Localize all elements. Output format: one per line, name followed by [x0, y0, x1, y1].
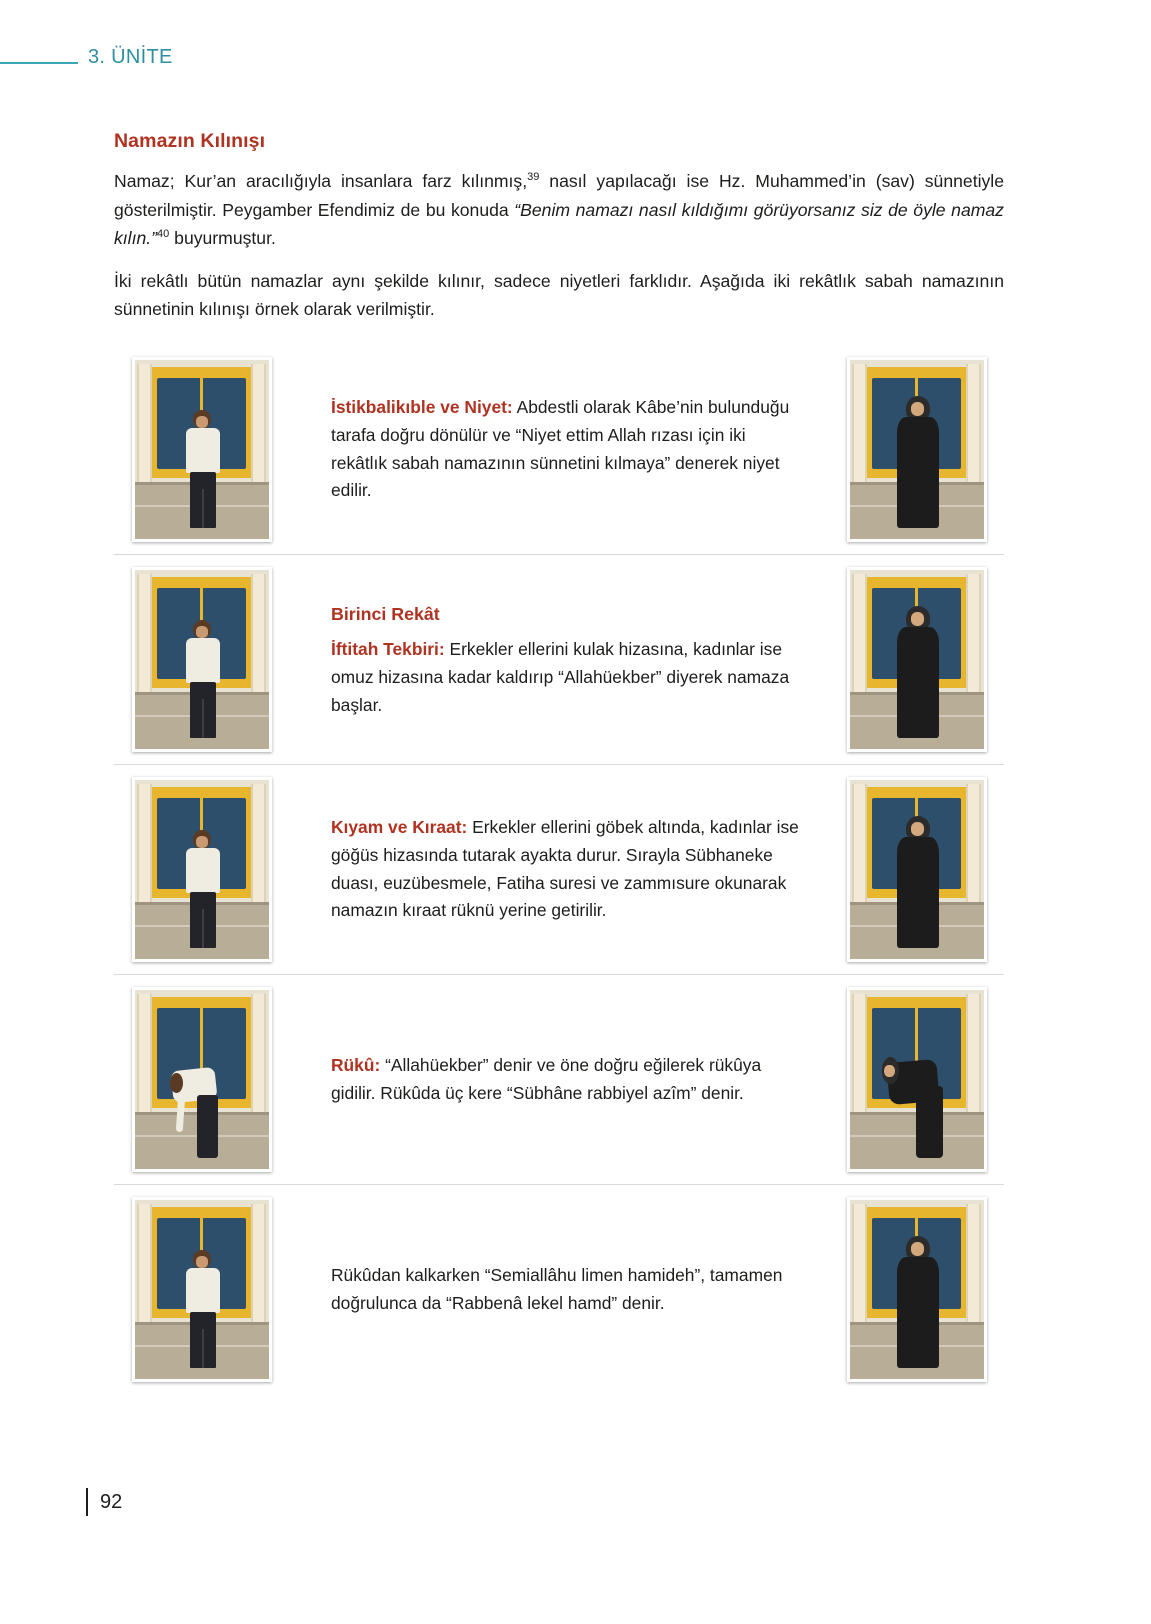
- photo-cell-right: [829, 1197, 1004, 1382]
- step-2-paragraph: [331, 636, 801, 720]
- figure-woman: [895, 396, 941, 528]
- man-takbir-photo: [132, 567, 272, 752]
- photo-cell-left: [114, 987, 289, 1172]
- woman-standing-photo: [847, 357, 987, 542]
- table-row: [114, 765, 1004, 975]
- table-row: [114, 975, 1004, 1185]
- table-row: [114, 555, 1004, 765]
- figure-man: [183, 830, 223, 948]
- man-qiyam-photo: [132, 777, 272, 962]
- figure-man: [183, 1250, 223, 1368]
- photo-cell-left: [114, 1197, 289, 1382]
- page-title: Namazın Kılınışı: [114, 130, 266, 152]
- intro-block: [114, 130, 1004, 324]
- step-4-paragraph: [331, 1052, 801, 1108]
- figure-woman: [895, 606, 941, 738]
- figure-woman: [895, 816, 941, 948]
- photo-cell-left: [114, 357, 289, 542]
- step-1-paragraph: [331, 394, 801, 505]
- woman-after-ruku-photo: [847, 1197, 987, 1382]
- photo-cell-left: [114, 777, 289, 962]
- photo-cell-left: [114, 567, 289, 752]
- step-2-subhead: Birinci Rekât: [331, 603, 440, 624]
- man-ruku-photo: [132, 987, 272, 1172]
- intro-p1-part-b: nasıl yapılacağı ise Hz. Muhammed’in (sav) sünnetiyle gösterilmiştir. Peygamber Efendimiz de bu konuda: [114, 171, 1004, 220]
- step-text: [289, 600, 829, 720]
- step-text: [289, 1052, 829, 1108]
- footnote-ref-39: 39: [527, 171, 540, 184]
- step-1-lead: İstikbalikıble ve Niyet:: [331, 396, 513, 417]
- intro-paragraph-1: [114, 167, 1004, 253]
- woman-ruku-photo: [847, 987, 987, 1172]
- step-4-body: “Allahüekber” denir ve öne doğru eğilerek rükûya gidilir. Rükûda üç kere “Sübhâne rabbiyel azîm” denir.: [331, 1054, 762, 1103]
- figure-man: [183, 410, 223, 528]
- prayer-steps-table: [114, 345, 1004, 1394]
- intro-paragraph-2: İki rekâtlı bütün namazlar aynı şekilde kılınır, sadece niyetleri farklıdır. Aşağıda iki rekâtlık sabah namazının sünnetinin kılınışı örnek olarak verilmiştir.: [114, 270, 1004, 319]
- step-text: [289, 814, 829, 925]
- intro-p1-part-a: Namaz; Kur’an aracılığıyla insanlara farz kılınmış,: [114, 171, 528, 191]
- woman-takbir-photo: [847, 567, 987, 752]
- header-rule: [0, 62, 78, 64]
- step-2-body: Erkekler ellerini kulak hizasına, kadınlar ise omuz hizasına kadar kaldırıp “Allahüekber” diyerek namaza başlar.: [331, 638, 790, 715]
- photo-cell-right: [829, 777, 1004, 962]
- figure-woman-bowing: [882, 1054, 949, 1158]
- table-row: [114, 345, 1004, 555]
- step-text: [289, 394, 829, 505]
- woman-qiyam-photo: [847, 777, 987, 962]
- step-3-body: Erkekler ellerini göbek altında, kadınlar ise göğüs hizasında tutarak ayakta durur. Sırayla Sübhaneke duası, euzübesmele, Fatiha suresi ve zammısure okunarak namazın kıraat rüknü yerine getirilir.: [331, 816, 799, 921]
- footnote-ref-40: 40: [157, 228, 170, 241]
- step-text: [289, 1262, 829, 1318]
- step-3-lead: Kıyam ve Kıraat:: [331, 816, 468, 837]
- footer-rule: [86, 1488, 88, 1516]
- photo-cell-right: [829, 357, 1004, 542]
- step-1-body: Abdestli olarak Kâbe’nin bulunduğu tarafa doğru dönülür ve “Niyet ettim Allah rızası için iki rekâtlık sabah namazının sünnetini kılmaya” denerek niyet edilir.: [331, 396, 790, 501]
- page-number: 92: [100, 1490, 123, 1513]
- intro-p1-part-c: buyurmuştur.: [169, 228, 276, 248]
- step-4-lead: Rükû:: [331, 1054, 381, 1075]
- intro-p1-quote: “Benim namazı nasıl kıldığımı görüyorsanız siz de öyle namaz kılın.”: [114, 199, 1004, 248]
- step-3-paragraph: [331, 814, 801, 925]
- step-5-paragraph: Rükûdan kalkarken “Semiallâhu limen hamideh”, tamamen doğrulunca da “Rabbenâ lekel hamd” denir.: [331, 1264, 783, 1313]
- page-footer: [86, 1488, 122, 1516]
- figure-woman: [895, 1236, 941, 1368]
- figure-man: [183, 620, 223, 738]
- photo-cell-right: [829, 987, 1004, 1172]
- man-after-ruku-photo: [132, 1197, 272, 1382]
- page-header: [0, 46, 1151, 76]
- unit-label: 3. ÜNİTE: [88, 46, 173, 68]
- figure-man-bowing: [172, 1065, 234, 1158]
- step-2-lead: İftitah Tekbiri:: [331, 638, 445, 659]
- man-standing-photo: [132, 357, 272, 542]
- photo-cell-right: [829, 567, 1004, 752]
- table-row: [114, 1185, 1004, 1394]
